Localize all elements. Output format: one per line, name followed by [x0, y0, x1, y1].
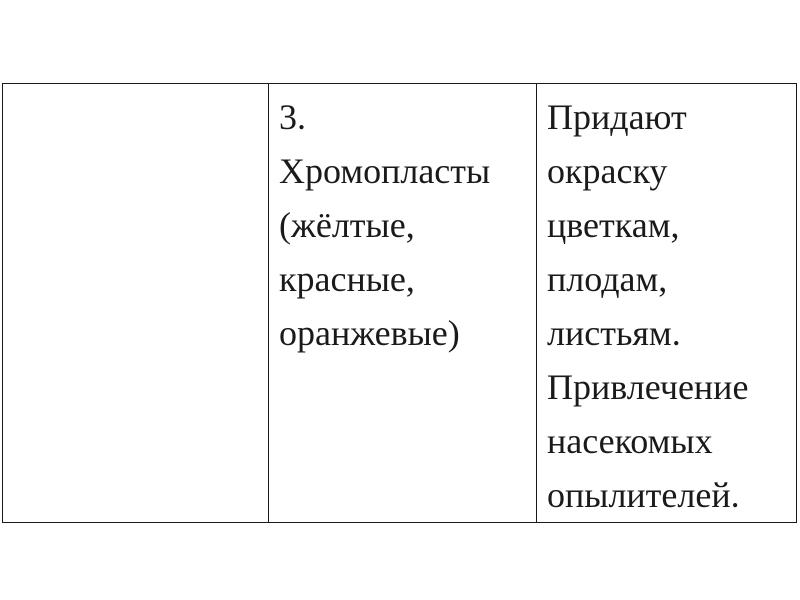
empty-cell	[3, 84, 269, 523]
table-row	[3, 84, 797, 523]
organelle-cell: 3. Хромопласты (жёлтые, красные, оранжевые)	[269, 84, 537, 523]
function-cell: Придают окраску цветкам, плодам, листьям. Привлечение насекомых опылителей.	[537, 84, 797, 523]
organelle-table	[2, 83, 797, 523]
